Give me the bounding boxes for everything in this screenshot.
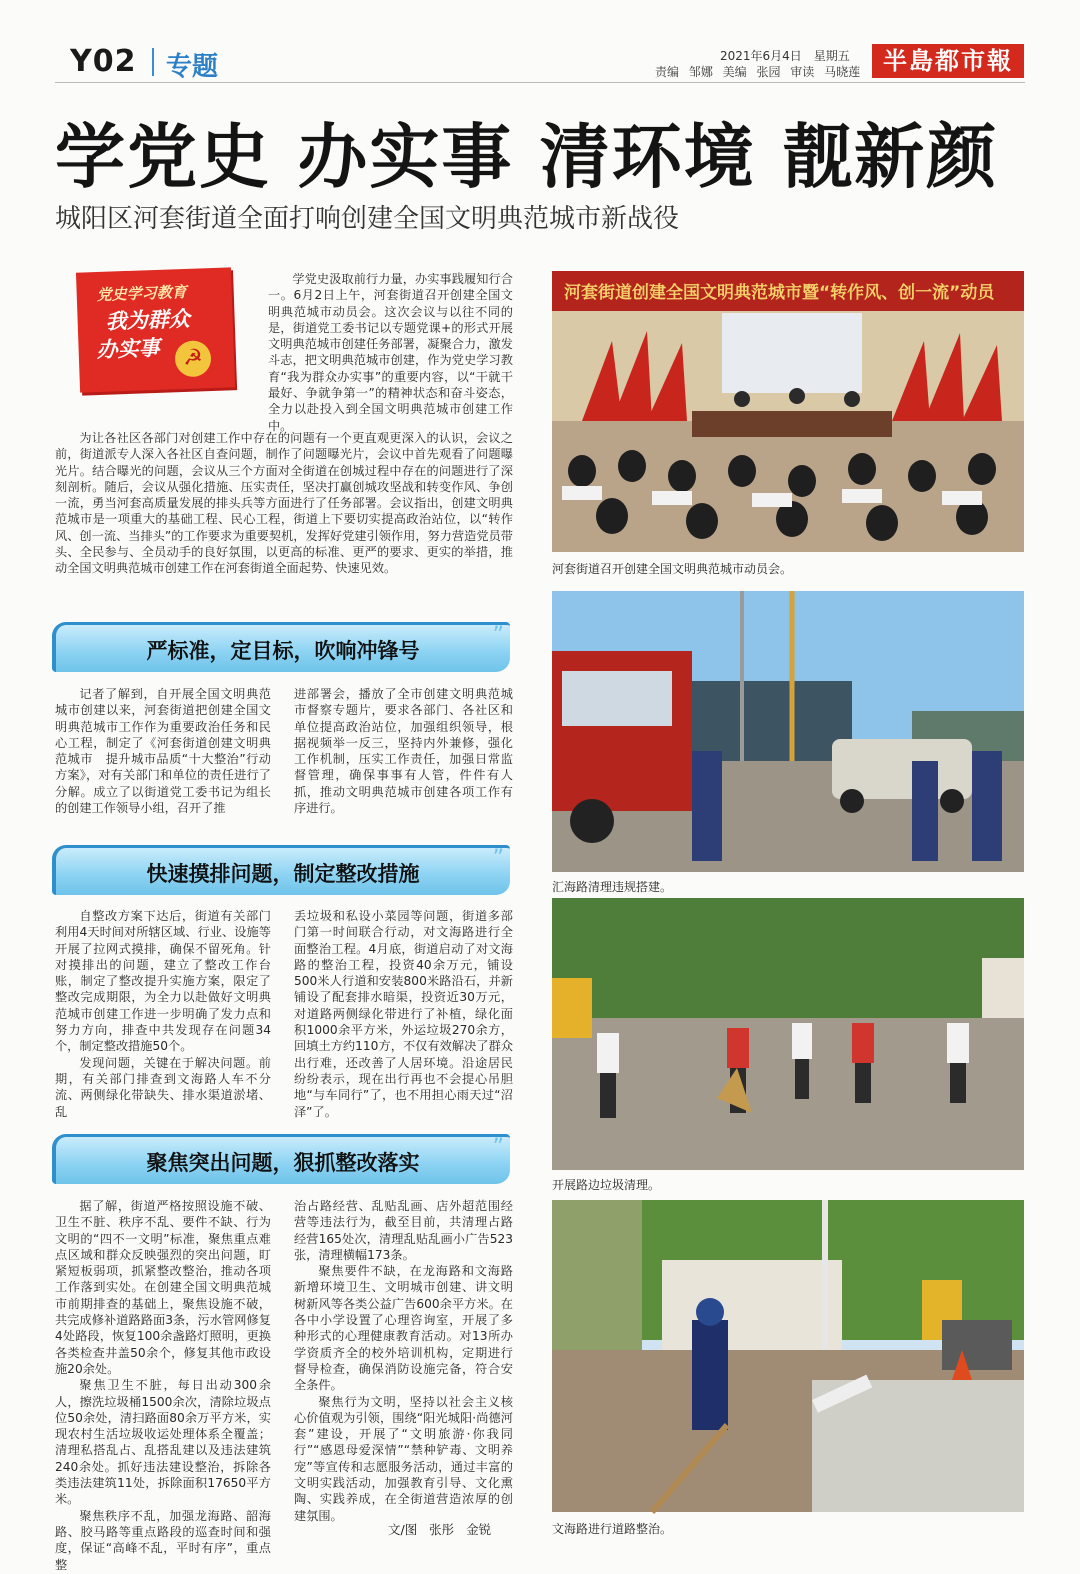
byline: 文/图 张彤 金锐 [388,1522,492,1537]
photo-road-renovation [552,1200,1024,1512]
meeting-banner-text: 河套街道创建全国文明典范城市暨“转作风、创一流”动员 [564,283,995,303]
photo-mobilization-meeting [552,271,1024,552]
section-title-2: 快速摸排问题，制定整改措施 [146,862,420,886]
section-3-text-left-2: 聚焦卫生不脏，每日出动300余人，擦洗垃圾桶1500余次，清除垃圾点位50余处，清扫路面80余万平方米，实现农村生活垃圾收运处理体系全覆盖；清理私搭乱占、乱搭乱建以及违法建筑240余处。抓好违法建设整治，拆除各类违法建筑11处，拆除面积17650平方米。 [55,1378,271,1507]
section-title-1: 严标准，定目标，吹响冲锋号 [146,639,420,663]
party-emblem-icon: ☭ [174,340,211,377]
section-3-text-right-2: 聚焦要件不缺，在龙海路和文海路新增环境卫生、文明城市创建、讲文明树新风等各类公益广告600余平方米。在各中小学设置了心理咨询室，开展了多种形式的心理健康教育活动。对13所办学资质齐全的校外培训机构，定期进行督导检查，确保消防设施完备，符合安全条件。 [294,1264,513,1393]
badge-line-1: 党史学习教育 [96,282,188,305]
caption-photo-4: 文海路进行道路整治。 [552,1522,673,1536]
section-1-left-column [55,686,271,816]
caption-photo-3: 开展路边垃圾清理。 [552,1178,661,1192]
section-1-text-left: 记者了解到，自开展全国文明典范城市创建以来，河套街道把创建全国文明典范城市工作作为重要政治任务和民心工程，制定了《河套街道创建文明典范城市 提升城市品质“十大整治”行动方案》，对有关部门和单位的责任进行了分解。成立了以街道党工委书记为组长的创建工作领导小组，召开了推 [55,687,271,816]
road-renovation-scene [552,1200,1024,1512]
badge-line-3: 办实事 [96,335,161,363]
photo-illegal-structure-cleanup [552,591,1024,872]
caption-photo-1: 河套街道召开创建全国文明典范城市动员会。 [552,562,793,576]
newspaper-logo: 半島都市報 [872,44,1024,78]
editor-credits: 责编 邹娜 美编 张园 审读 马晓莲 [655,65,861,79]
meeting-scene [552,271,1024,552]
intro-paragraph-1: 学党史汲取前行力量，办实事践履知行合一。6月2日上午，河套街道召开创建全国文明典范城市动员会。这次会议与以往不同的是，街道党工委书记以专题党课+的形式开展文明典范城市创建任务部署，凝聚合力，激发斗志，把文明典范城市创建，作为党史学习教育“我为群众办实事”的重要内容，以“干就干最好、争就争第一”的精神状态和奋斗姿态，全力以赴投入到全国文明典范城市创建工作中。 [268,272,513,433]
section-label: 专题 [166,52,219,82]
quote-mark-icon: ” [492,846,504,871]
subheadline: 城阳区河套街道全面打响创建全国文明典范城市新战役 [55,204,680,234]
quote-mark-icon: ” [492,623,504,648]
roadside-scene [552,898,1024,1170]
intro-body [55,430,513,578]
section-heading-1 [52,622,510,672]
section-2-text-left-1: 自整改方案下达后，街道有关部门利用4天时间对所辖区域、行业、设施等开展了拉网式摸排，确保不留死角。针对摸排出的问题，建立了整改工作台账，制定了整改提升实施方案，限定了整改完成期限，为全力以赴做好文明典范城市创建工作进一步明确了发力点和努力方向，排查中共发现存在问题34个，制定整改措施50个。 [55,909,271,1054]
header-divider [152,48,154,76]
intro-lead-column [268,271,513,431]
section-heading-2 [52,845,510,895]
section-1-right-column [294,686,513,816]
section-3-text-right-1: 治占路经营、乱贴乱画、店外超范围经营等违法行为，截至目前，共清理占路经营165处次，清理乱贴乱画小广告523张，清理横幅173条。 [294,1199,513,1262]
section-1-text-right: 进部署会，播放了全市创建文明典范城市督察专题片，要求各部门、各社区和单位提高政治站位，加强组织领导，根据视频举一反三，坚持内外兼修，强化工作机制，压实工作责任，加强日常监督管理，确保事事有人管，件件有人抓，推动文明典范城市创建各项工作有序进行。 [294,687,513,816]
campaign-badge [76,267,235,392]
section-3-text-left-3: 聚焦秩序不乱，加强龙海路、韶海路、胶马路等重点路段的巡查时间和强度，保证“高峰不乱，平时有序”，重点整 [55,1508,271,1572]
section-heading-3 [52,1134,510,1184]
caption-photo-2: 汇海路清理违规搭建。 [552,880,673,894]
photo-roadside-cleanup [552,898,1024,1170]
section-3-text-left-1: 据了解，街道严格按照设施不破、卫生不脏、秩序不乱、要件不缺、行为文明的“四不一文明”标准，聚焦重点难点区域和群众反映强烈的突出问题，盯紧短板弱项，抓紧整改整治，推动各项工作落到实处。在创建全国文明典范城市前期排查的基础上，聚焦设施不破，共完成修补道路路面3条，污水管网修复4处路段，恢复100余盏路灯照明，更换各类检查井盖50余个，修复其他市政设施20余处。 [55,1199,271,1376]
section-2-left-column [55,908,271,1119]
headline: 学党史 办实事 清环境 靓新颜 [55,116,999,198]
page-number: Y02 [70,44,137,79]
section-3-text-right-3: 聚焦行为文明，坚持以社会主义核心价值观为引领，围绕“阳光城阳·尚德河套”建设，开展了“文明旅游·你我同行”“感恩母爱深情”“禁种铲毒、文明养宠”等宣传和志愿服务活动，通过丰富的文明实践活动，加强教育引导、文化熏陶、实践养成，在全街道营造浓厚的创建氛围。 [294,1394,513,1523]
section-3-left-column [55,1198,271,1572]
section-2-text-right: 丢垃圾和私设小菜园等问题，街道多部门第一时间联合行动，对文海路进行全面整治工程。4月底，街道启动了对文海路的整治工程，投资40余万元，铺设500米人行道和安装800米路沿石，并新铺设了配套排水暗渠，投资近30万元，对道路两侧绿化带进行了补植，绿化面积1000余平方米，外运垃圾270余方，回填土方约110方，不仅有效解决了群众出行难，还改善了人居环境。沿途居民纷纷表示，现在出行再也不会提心吊胆地“与车同行”了，也不用担心雨天过“沼泽”了。 [294,909,513,1119]
badge-line-2: 我为群众 [105,306,191,334]
quote-mark-icon: ” [492,1135,504,1160]
section-2-right-column [294,908,513,1119]
cleanup-scene [552,591,1024,872]
dateline: 2021年6月4日 星期五 [720,49,850,63]
header-rule [55,82,1025,83]
section-title-3: 聚焦突出问题，狠抓整改落实 [146,1151,420,1175]
intro-paragraph-2: 为让各社区各部门对创建工作中存在的问题有一个更直观更深入的认识，会议之前，街道派专人深入各社区自查问题，制作了问题曝光片，会议中首先观看了问题曝光片。结合曝光的问题，会议从三个方面对全街道在创城过程中存在的问题进行了深刻剖析。随后，会议从强化措施、压实责任，坚决打赢创城攻坚战和转变作风、争创一流，勇当河套高质量发展的排头兵等方面进行了任务部署。会议指出，创建文明典范城市是一项重大的基础工程、民心工程，街道上下要切实提高政治站位，以“转作风、创一流、当排头”的工作要求为重要契机，发挥好党建引领作用，努力营造党员带头、全民参与、全员动手的良好氛围，以更高的标准、更严的要求、更实的举措，推动全国文明典范城市创建工作在河套街道全面起势、快速见效。 [55,431,513,576]
section-2-text-left-2: 发现问题，关键在于解决问题。前期，有关部门排查到文海路人车不分流、两侧绿化带缺失、排水渠道淤堵、乱 [55,1055,271,1119]
section-3-right-column [294,1198,513,1523]
